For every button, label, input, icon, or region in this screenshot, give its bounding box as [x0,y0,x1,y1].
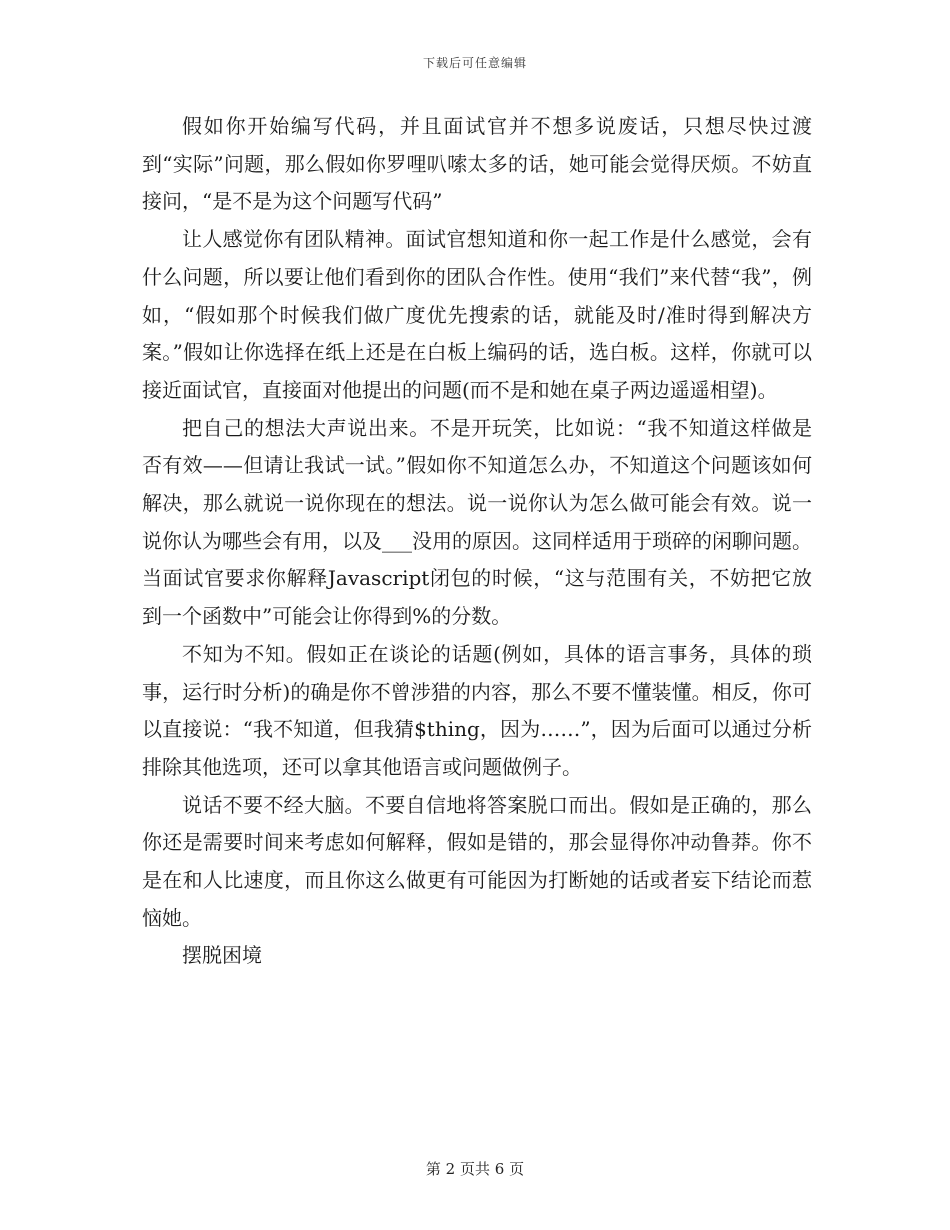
paragraph-admit-unknown: 不知为不知。假如正在谈论的话题(例如，具体的语言事务，具体的琐事，运行时分析)的确是你不曾涉猎的内容，那么不要不懂装懂。相反，你可以直接说：“我不知道，但我猜$thing，因为……”，因为后面可以通过分析排除其他选项，还可以拿其他语言或问题做例子。 [142,641,812,779]
paragraph-team-spirit: 让人感觉你有团队精神。面试官想知道和你一起工作是什么感觉，会有什么问题，所以要让他们看到你的团队合作性。使用“我们”来代替“我”，例如，“假如那个时候我们做广度优先搜索的话，就能及时/准时得到解决方案。”假如让你选择在纸上还是在白板上编码的话，选白板。这样，你就可以接近面试官，直接面对他提出的问题(而不是和她在桌子两边遥遥相望)。 [142,227,812,402]
paragraph-think-aloud: 把自己的想法大声说出来。不是开玩笑，比如说：“我不知道这样做是否有效——但请让我试一试。”假如你不知道怎么办，不知道这个问题该如何解决，那么就说一说你现在的想法。说一说你认为怎么做可能会有效。说一说你认为哪些会有用，以及___没用的原因。这同样适用于琐碎的闲聊问题。当面试官要求你解释Javascript闭包的时候，“这与范围有关，不妨把它放到一个函数中”可能会让你得到%的分数。 [142,415,812,629]
page-number: 第 2 页共 6 页 [425,1160,525,1178]
page-header: 下载后可任意编辑 [422,56,527,70]
paragraph-coding-start: 假如你开始编写代码，并且面试官并不想多说废话，只想尽快过渡到“实际”问题，那么假如你罗哩叭嗦太多的话，她可能会觉得厌烦。不妨直接问，“是不是为这个问题写代码” [142,114,812,214]
document-body [142,108,812,975]
paragraph-think-before-speaking: 说话不要不经大脑。不要自信地将答案脱口而出。假如是正确的，那么你还是需要时间来考虑如何解释，假如是错的，那会显得你冲动鲁莽。你不是在和人比速度，而且你这么做更有可能因为打断她的话或者妄下结论而惹恼她。 [142,792,812,930]
section-heading-get-unstuck: 摆脱困境 [182,943,262,968]
